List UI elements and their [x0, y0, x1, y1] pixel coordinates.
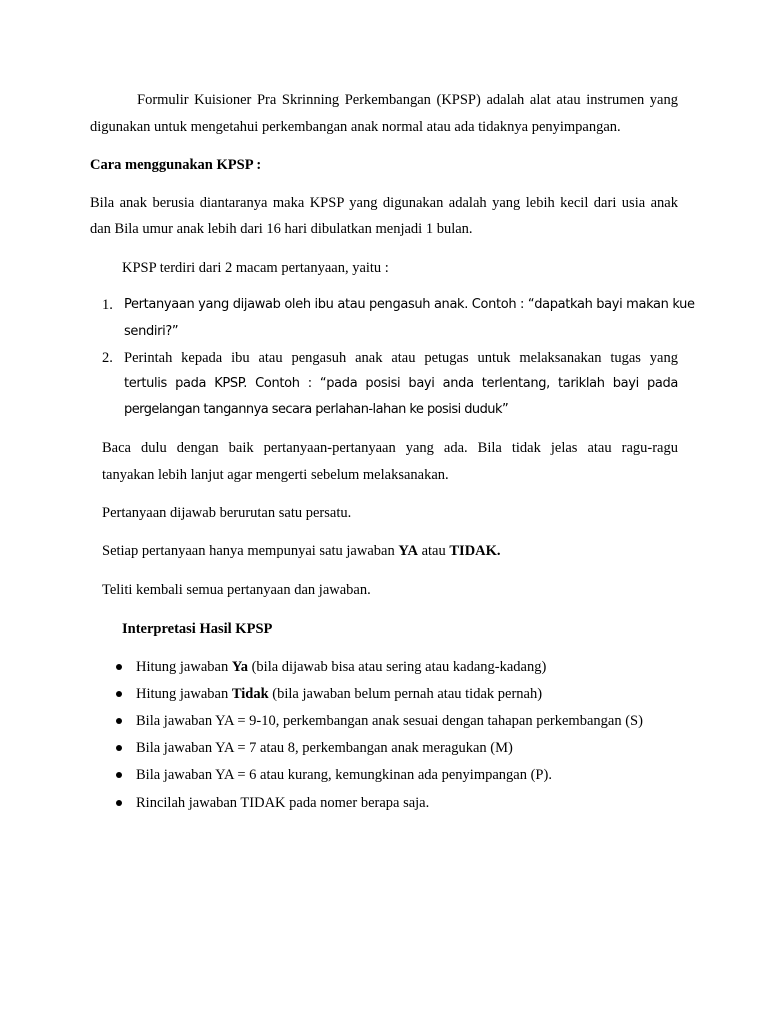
- teliti-kembali: Teliti kembali semua pertanyaan dan jawaban.: [102, 582, 371, 598]
- bullet-item-2: Hitung jawaban Tidak (bila jawaban belum pernah atau tidak pernah): [136, 686, 543, 702]
- list-number-1: 1.: [102, 297, 113, 313]
- bullet-dot-icon: [116, 718, 122, 724]
- bullet-dot-icon: [116, 664, 122, 670]
- baca-line-1: Baca dulu dengan baik pertanyaan-pertanyaan yang ada. Bila tidak jelas atau ragu-ragu: [102, 440, 678, 456]
- numbered-item-2-line-1: Perintah kepada ibu atau pengasuh anak atau petugas untuk melaksanakan tugas yang: [124, 350, 678, 366]
- bullet-dot-icon: [116, 772, 122, 778]
- bullet-item-5: Bila jawaban YA = 6 atau kurang, kemungkinan ada penyimpangan (P).: [136, 767, 552, 783]
- heading-interpretasi: Interpretasi Hasil KPSP: [122, 621, 273, 637]
- numbered-item-1-line-1: Pertanyaan yang dijawab oleh ibu atau pengasuh anak. Contoh : “dapatkah bayi makan kue: [124, 297, 695, 312]
- berurutan: Pertanyaan dijawab berurutan satu persatu.: [102, 505, 352, 521]
- intro-line-2: digunakan untuk mengetahui perkembangan anak normal atau ada tidaknya penyimpangan.: [90, 119, 621, 135]
- para-bila-line-1: Bila anak berusia diantaranya maka KPSP yang digunakan adalah yang lebih kecil dari usia anak: [90, 195, 678, 211]
- setiap-pertanyaan: Setiap pertanyaan hanya mempunyai satu jawaban YA atau TIDAK.: [102, 543, 501, 559]
- list-number-2: 2.: [102, 350, 113, 366]
- bullet-item-3: Bila jawaban YA = 9-10, perkembangan anak sesuai dengan tahapan perkembangan (S): [136, 713, 643, 729]
- baca-line-2: tanyakan lebih lanjut agar mengerti sebelum melaksanakan.: [102, 467, 449, 483]
- numbered-item-2-line-2: tertulis pada KPSP. Contoh : “pada posisi bayi anda terlentang, tariklah bayi pada: [124, 376, 678, 391]
- bullet-dot-icon: [116, 691, 122, 697]
- para-bila-line-2: dan Bila umur anak lebih dari 16 hari dibulatkan menjadi 1 bulan.: [90, 221, 473, 237]
- bullet-item-4: Bila jawaban YA = 7 atau 8, perkembangan anak meragukan (M): [136, 740, 513, 756]
- kpsp-terdiri: KPSP terdiri dari 2 macam pertanyaan, yaitu :: [122, 260, 389, 276]
- intro-line-1: Formulir Kuisioner Pra Skrinning Perkembangan (KPSP) adalah alat atau instrumen yang: [137, 92, 678, 108]
- bullet-item-6: Rincilah jawaban TIDAK pada nomer berapa saja.: [136, 795, 430, 811]
- numbered-item-1-line-2: sendiri?”: [124, 324, 179, 339]
- bullet-dot-icon: [116, 800, 122, 806]
- bullet-item-1: Hitung jawaban Ya (bila dijawab bisa atau sering atau kadang-kadang): [136, 659, 547, 675]
- bullet-dot-icon: [116, 745, 122, 751]
- numbered-item-2-line-3: pergelangan tangannya secara perlahan-lahan ke posisi duduk”: [124, 402, 509, 417]
- heading-cara-menggunakan: Cara menggunakan KPSP :: [90, 157, 262, 173]
